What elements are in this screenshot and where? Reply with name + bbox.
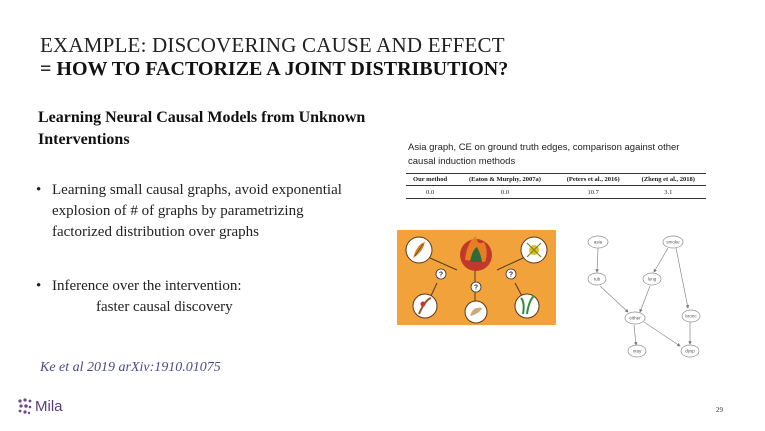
subheading: Learning Neural Causal Models from Unknown Interventions <box>38 109 366 148</box>
bullet-1-text <box>52 180 342 243</box>
table-header-cell: (Eaton & Murphy, 2007a) <box>454 174 556 186</box>
bullet-1 <box>36 180 406 246</box>
leaf-icon <box>406 237 432 263</box>
question-mark: ? <box>508 271 514 279</box>
table-header-cell: (Peters et al., 2016) <box>556 174 631 186</box>
plant-icon <box>515 294 539 318</box>
fire-icon <box>460 236 492 271</box>
bullet-1-line-2: explosion of # of graphs by parametrizing <box>52 203 304 219</box>
question-mark: ? <box>473 284 479 292</box>
slide-title-line1: EXAMPLE: DISCOVERING CAUSE AND EFFECT <box>40 33 505 57</box>
table-row <box>406 186 706 199</box>
table-cell: 0.0 <box>454 186 556 199</box>
results-table <box>406 173 706 199</box>
herb-icon <box>521 237 547 263</box>
slide-title-line2: = HOW TO FACTORIZE A JOINT DISTRIBUTION? <box>40 58 509 80</box>
mila-logo-text: Mila <box>35 398 63 415</box>
illustration-svg <box>397 230 556 325</box>
bullet-1-line-1: Learning small causal graphs, avoid exponential <box>52 182 342 198</box>
graph-node-label: dysp <box>685 348 695 354</box>
bullet-1-line-3: factorized distribution over graphs <box>52 224 260 240</box>
graph-node-label: smoke <box>666 239 680 245</box>
table-cell: 10.7 <box>556 186 631 199</box>
causal-illustration <box>397 230 556 325</box>
graph-node-label: lung <box>647 276 657 282</box>
figure-caption <box>408 141 708 169</box>
caption-line-1: Asia graph, CE on ground truth edges, comparison against other <box>408 142 680 153</box>
bullet-2-line-1: Inference over the intervention: <box>52 278 242 294</box>
table-header-cell: (Zheng et al., 2018) <box>631 174 706 186</box>
citation: Ke et al 2019 arXiv:1910.01075 <box>40 360 221 375</box>
graph-node-label: asia <box>593 239 603 245</box>
graph-node-label: tub <box>593 276 601 282</box>
table-cell: 3.1 <box>631 186 706 199</box>
bullet-marker: • <box>36 182 42 198</box>
bullet-2-line-2: faster causal discovery <box>96 299 233 315</box>
question-mark: ? <box>438 271 444 279</box>
mila-logo-icon <box>17 398 33 416</box>
hand-icon <box>465 301 487 323</box>
table-cell: 0.0 <box>406 186 454 199</box>
bullet-2 <box>36 276 406 320</box>
asia-graph <box>580 228 710 363</box>
graph-node-label: bronc <box>685 313 697 319</box>
table-header-cell: Our method <box>406 174 454 186</box>
graph-node-label: xray <box>632 348 642 354</box>
bullet-marker: • <box>36 278 42 294</box>
graph-node-label: either <box>629 315 641 321</box>
branch-icon <box>413 294 437 318</box>
caption-line-2: causal induction methods <box>408 156 516 167</box>
page-number: 29 <box>716 406 723 414</box>
